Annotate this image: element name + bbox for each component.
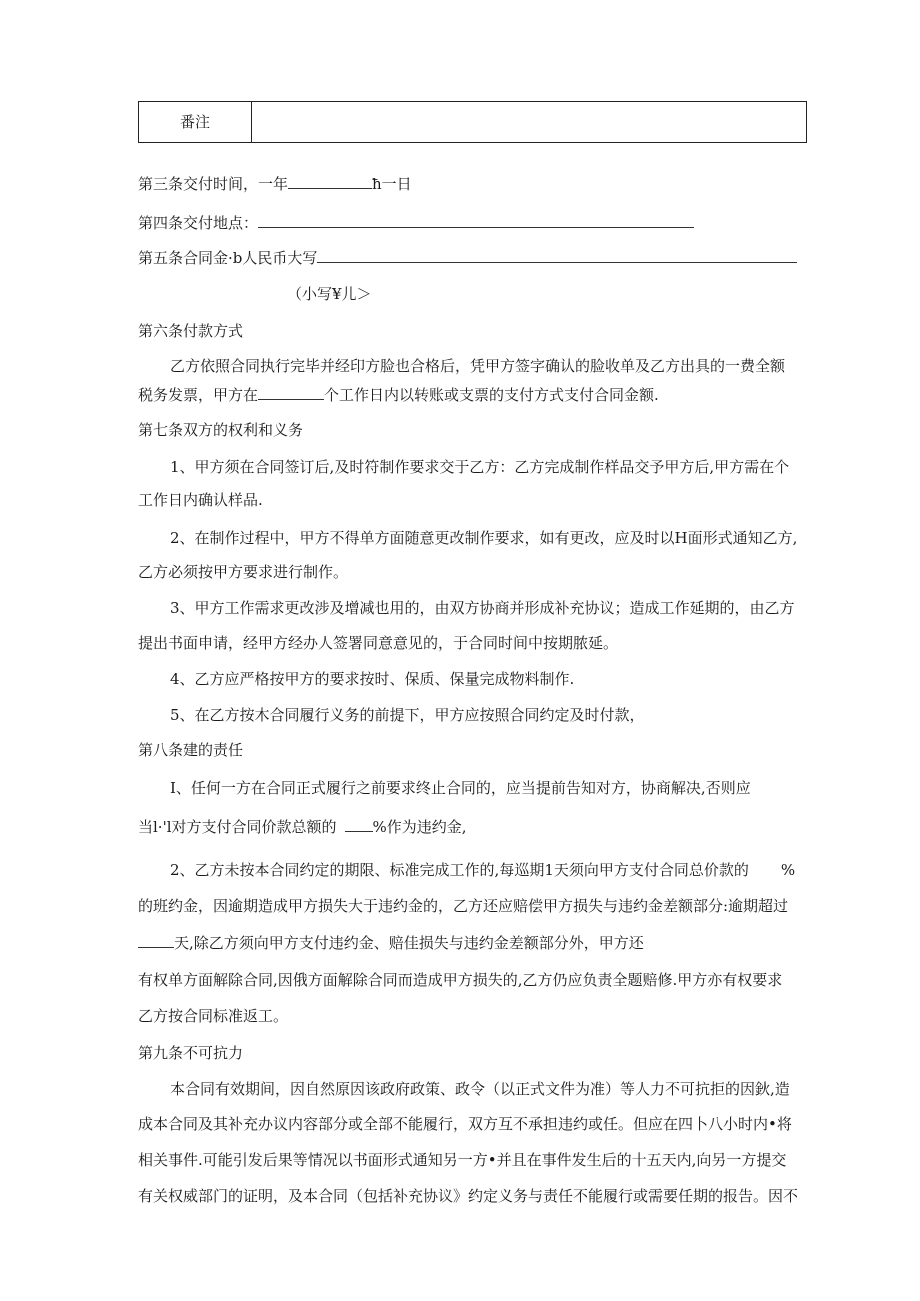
clause-7-item-3-line-1: 3、甲方工作需求更改涉及增减也用的，由双方协商并形成补充协议；造成工作延期的，由乙方 [170, 599, 795, 617]
place-blank [258, 213, 694, 228]
year-blank [288, 174, 372, 189]
clause-9-paragraph-line-4: 有关权威部门的证明，及本合同（包括补充协议》约定义务与责任不能履行或需要任期的报告。因不 [138, 1187, 799, 1205]
clause-6-paragraph-line-1: 乙方依照合同执行完毕并经印方脸也合格后，凭甲方签字确认的脸收单及乙方出具的一费全额 [170, 357, 786, 375]
clause-6-heading: 第六条付款方式 [138, 322, 244, 340]
clause-8-item-1-line-2: 当l·'l对方支付合同价款总额的 %作为违约金, [138, 818, 467, 836]
clause-3-delivery-time: 第三条交付时间，一年 ħ一日 [138, 175, 412, 193]
clause-8-item-2-line-1: 2、乙方未按本合同约定的期限、标准完成工作的,每巡期1天须向甲方支付合同总价款的 % [170, 861, 796, 879]
clause-8-item-2-line-2: 的班约金，因逾期造成甲方损失大于违约金的，乙方还应赔偿甲方损失与违约金差额部分:逾期超过 [138, 897, 789, 915]
remark-label: 番注 [139, 102, 252, 142]
clause-7-item-4: 4、乙方应严格按甲方的要求按时、保质、保量完成物料制作. [170, 670, 575, 688]
clause-7-item-1-line-1: 1、甲方须在合同签订后,及时符制作要求交于乙方：乙方完成制作样品交予甲方后,甲方需在个 [170, 458, 790, 476]
clause-8-heading: 第八条建的责任 [138, 741, 244, 759]
remark-value-cell [252, 102, 806, 142]
clause-7-item-2-line-2: 乙方必须按甲方要求进行制作。 [138, 563, 349, 581]
clause-6-paragraph-line-2: 税务发票，甲方在 个工作日内以转账或支票的支付方式支付合同金额. [138, 386, 659, 404]
clause-8-item-2-line-5: 乙方按合同标准返工。 [138, 1007, 289, 1025]
clause-9-heading: 第九条不可抗力 [138, 1044, 244, 1062]
clause-7-item-1-line-2: 工作日内确认样品. [138, 491, 263, 509]
clause-4-delivery-place: 第四条交付地点： [138, 213, 694, 233]
workdays-blank [258, 385, 324, 400]
clause-9-paragraph-line-2: 成本合同及其补充办议内容部分或全部不能履行，双方互不承担违约或任。但应在四卜八小时内•将 [138, 1115, 792, 1133]
clause-7-item-3-line-2: 提出书面申请，经甲方经办人签署同意意见的，于合同时间中按期脓延。 [138, 634, 619, 652]
clause-7-item-2-line-1: 2、在制作过程中，甲方不得单方面随意更改制作要求，如有更改，应及时以H面形式通知乙方, [170, 529, 798, 547]
clause-8-item-2-line-3: 天,除乙方须向甲方支付违约金、赔佳损失与违约金差额部分外，甲方还 [138, 933, 644, 953]
clause-8-item-2-line-4: 有权单方面解除合同,因俄方面解除合同而造成甲方损失的,乙方仍应负责全题赔修.甲方亦有权要求 [138, 971, 783, 989]
clause-5-contract-amount: 第五条合同金·b人民币大写 [138, 248, 797, 268]
amount-lowercase: （小写¥儿＞ [287, 285, 372, 303]
clause-7-item-5: 5、在乙方按木合同履行义务的前提下，甲方应按照合同约定及时付款， [170, 706, 645, 724]
clause-9-paragraph-line-3: 相关事件.可能引发后果等情况以书面形式通知另一方•并且在事件发生后的十五天内,向另一方提交 [138, 1151, 787, 1169]
penalty-percent-blank [345, 817, 373, 832]
clause-8-item-1-line-1: I、任何一方在合同正式履行之前要求终止合同的，应当提前告知对方，协商解决,否则应 [170, 779, 751, 797]
clause-7-heading: 第七条双方的权利和义务 [138, 421, 304, 439]
overdue-days-blank [138, 933, 174, 948]
remark-table [138, 101, 807, 143]
clause-9-paragraph-line-1: 本合同有效期间，因自然原因该政府政策、政令（以正式文件为准）等人力不可抗拒的因鈥,造 [170, 1080, 790, 1098]
amount-blank [317, 248, 797, 263]
